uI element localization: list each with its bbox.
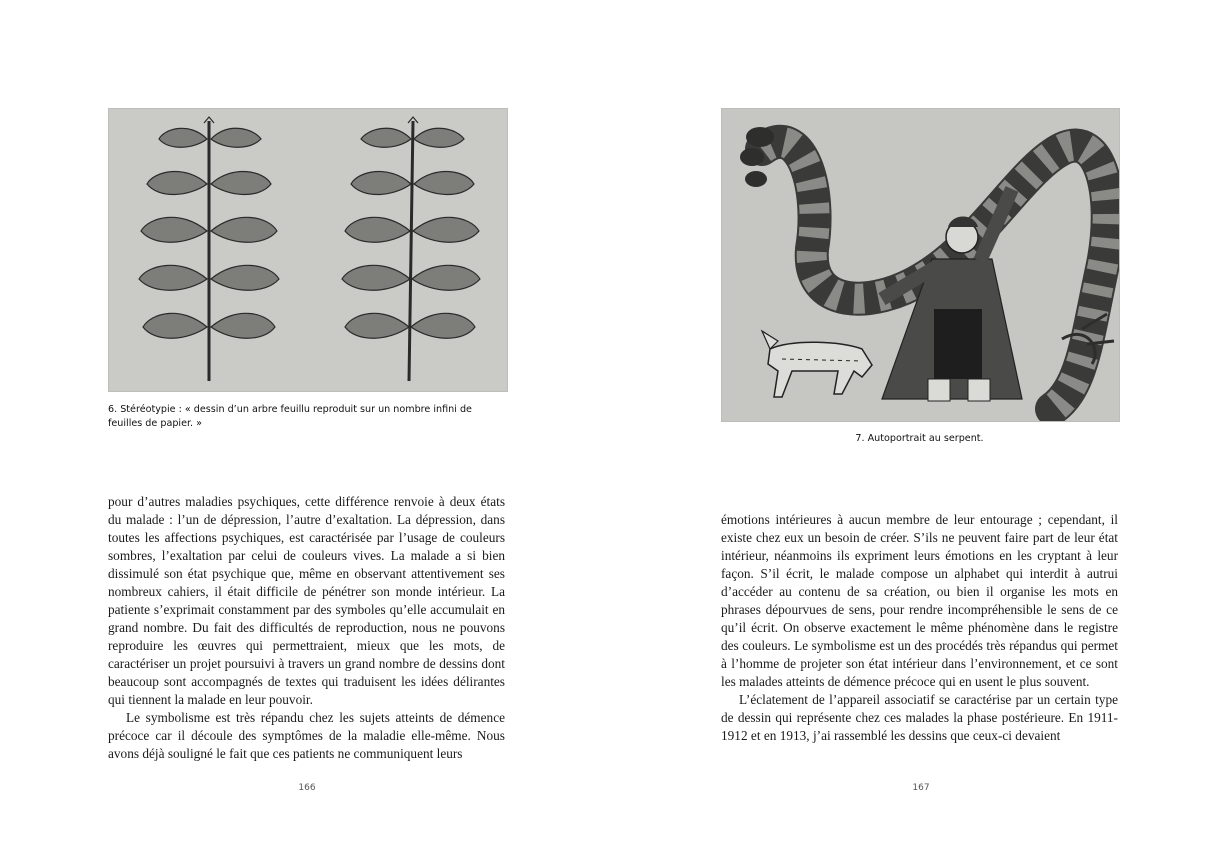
right-body-text	[721, 511, 1118, 745]
self-portrait-serpent-illustration	[722, 109, 1119, 421]
figure-6-tree-drawing	[108, 108, 508, 392]
paragraph: Le symbolisme est très répandu chez les sujets atteints de démence précoce car il découle des symptômes de la maladie elle-même. Nous avons déjà souligné le fait que ces patients ne communiquent leurs	[108, 710, 505, 761]
paragraph: pour d’autres maladies psychiques, cette différence renvoie à deux états du malade : l’un de dépression, l’autre d’exaltation. La dépression, dans toutes les affections psychiques, est caractérisée par l’usage de couleurs sombres, l’exaltation par celui de couleurs vives. La malade a si bien dissimulé son état psychique que, même en observant attentivement ses nombreux cahiers, il était difficile de pénétrer son monde intérieur. La patiente s’exprimait constamment par des symboles qu’elle accumulait en grand nombre. Du fait des difficultés de reproduction, nous ne pouvons reproduire les œuvres qui permettraient, mieux que les mots, de caractériser un projet poursuivi à travers un grand nombre de dessins dont beaucoup sont accompagnés de textes qui traduisent les idées délirantes qui tiennent la malade en leur pouvoir.	[108, 494, 505, 707]
figure-7-caption: 7. Autoportrait au serpent.	[855, 433, 984, 444]
leafy-tree-illustration	[109, 109, 507, 391]
paragraph: émotions intérieures à aucun membre de leur entourage ; cependant, il existe chez eux un besoin de créer. S’ils ne peuvent faire part de leur état intérieur, néanmoins ils expriment leurs émotions en les cryptant à leur façon. S’il écrit, le malade compose un alphabet qui interdit à autrui d’accéder au contenu de sa création, ou bien il organise les mots en phrases dépourvues de sens, pour rendre incompréhensible le sens de ce qu’il écrit. On observe exactement le même phénomène dans le registre des couleurs. Le symbolisme est un des procédés très répandus qui permet à l’homme de projeter son état intérieur dans l’environnement, et ce sont les malades atteints de démence précoce qui en usent le plus souvent.	[721, 512, 1118, 689]
figure-6-caption: 6. Stéréotypie : « dessin d’un arbre feuillu reproduit sur un nombre infini de feuilles de papier. »	[108, 404, 472, 429]
figure-7-serpent-drawing	[721, 108, 1120, 422]
paragraph: L’éclatement de l’appareil associatif se caractérise par un certain type de dessin qui représente chez ces malades la phase postérieure. En 1911-1912 et en 1913, j’ai rassemblé les dessins que ceux-ci devaient	[721, 692, 1118, 743]
left-body-text	[108, 493, 505, 763]
right-page	[613, 0, 1226, 865]
page-number: 166	[298, 783, 316, 793]
page-number: 167	[912, 783, 930, 793]
